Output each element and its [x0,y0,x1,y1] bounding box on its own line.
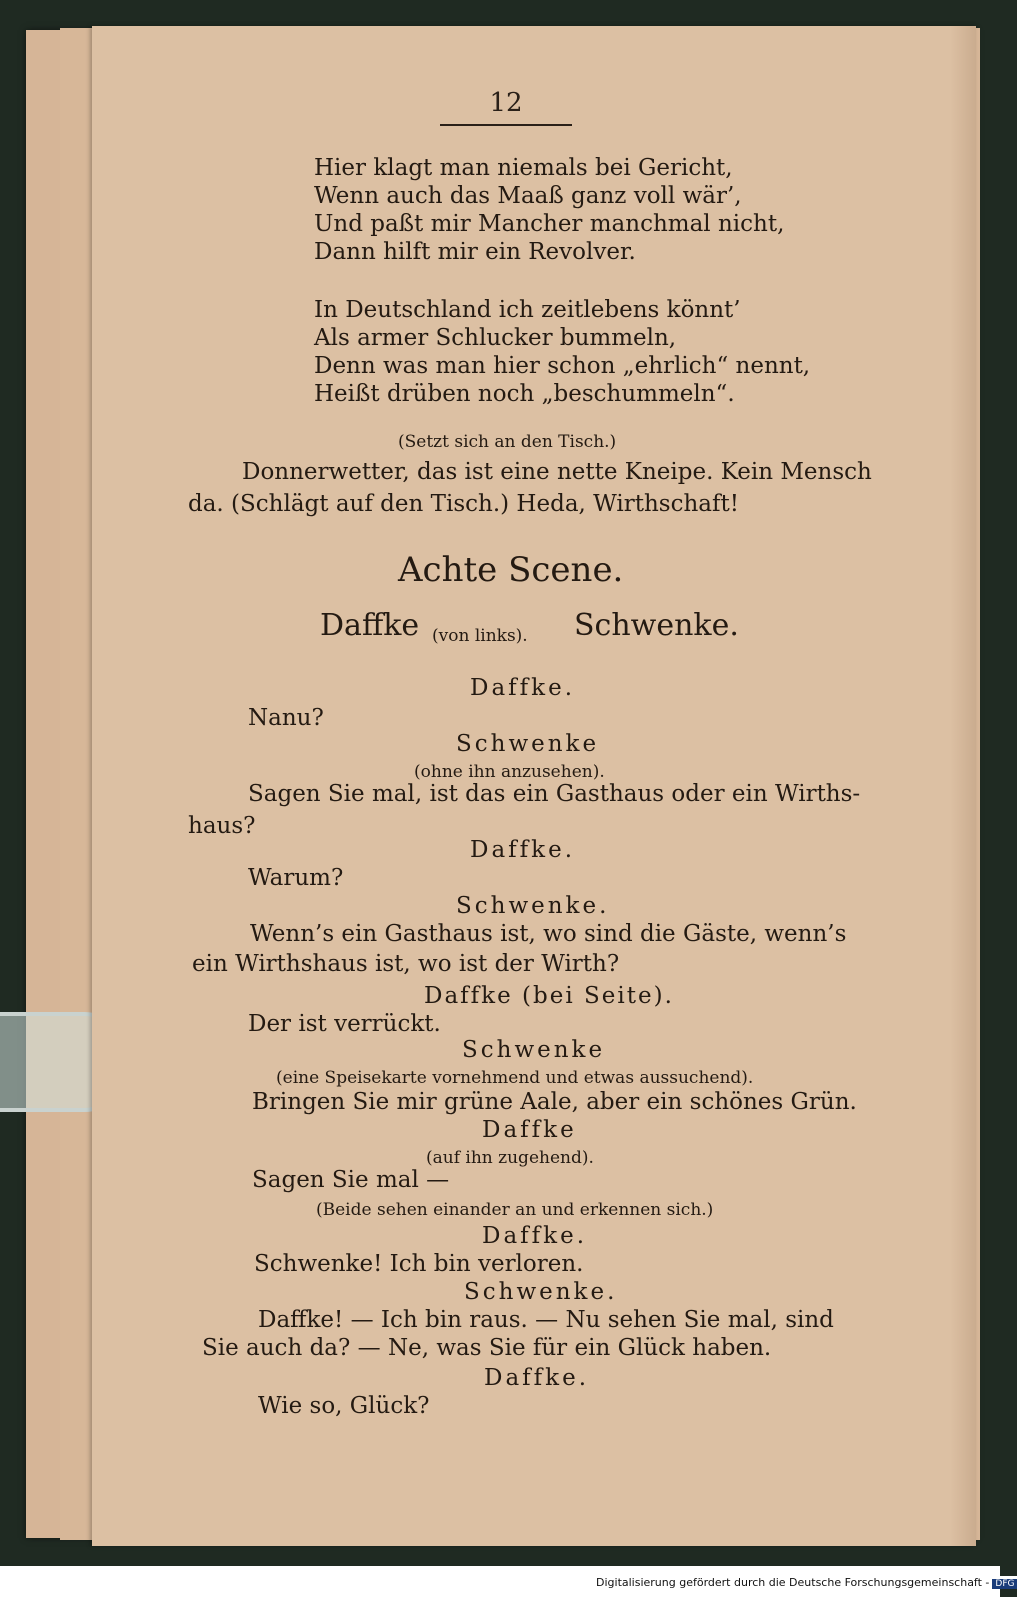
speaker-name: Schwenke [462,1037,606,1063]
verse-line: Dann hilft mir ein Revolver. [314,239,636,265]
verse-line: Und paßt mir Mancher manchmal nicht, [314,211,785,237]
page-number-rule [440,124,572,126]
dialogue-line: Schwenke! Ich bin verloren. [254,1251,584,1277]
verse-line: Hier klagt man niemals bei Gericht, [314,155,733,181]
digitization-credit [596,1576,1017,1589]
stage-direction: (eine Speisekarte vornehmend und etwas aussuchend). [276,1068,754,1088]
speaker-name: Daffke. [482,1223,588,1249]
speaker-name: Schwenke. [456,893,610,919]
stage-direction: (auf ihn zugehend). [426,1148,594,1168]
speaker-name: Daffke [482,1117,577,1143]
verse-line: Als armer Schlucker bummeln, [314,325,677,351]
page-edge [950,26,976,1546]
scene-cast-name: Schwenke. [574,608,739,643]
stage-direction: (Setzt sich an den Tisch.) [398,432,617,452]
verse-line: Denn was man hier schon „ehrlich“ nennt, [314,353,811,379]
scene-cast-note: (von links). [432,626,528,646]
speaker-name: Schwenke. [464,1279,618,1305]
page-number: 12 [489,88,523,118]
dialogue-line: Der ist verrückt. [248,1011,441,1037]
dialogue-line: Sagen Sie mal — [252,1167,450,1193]
speaker-name: Daffke. [484,1365,590,1391]
speaker-name: Daffke (bei Seite). [424,983,674,1009]
dialogue-line: Wenn’s ein Gasthaus ist, wo sind die Gäste, wenn’s [250,921,847,947]
dialogue-line: Sie auch da? — Ne, was Sie für ein Glück haben. [202,1335,772,1361]
dialogue-line: Bringen Sie mir grüne Aale, aber ein schönes Grün. [252,1089,857,1115]
dialogue-line: Sagen Sie mal, ist das ein Gasthaus oder ein Wirths- [248,781,861,807]
stage-direction: (Beide sehen einander an und erkennen sich.) [316,1200,714,1220]
dialogue-line: Wie so, Glück? [258,1393,430,1419]
scene-title: Achte Scene. [398,550,624,590]
stage-direction: (ohne ihn anzusehen). [414,762,605,782]
dialogue-line: Nanu? [248,705,324,731]
dialogue-line: ein Wirthshaus ist, wo ist der Wirth? [192,951,620,977]
dialogue-line: Daffke! — Ich bin raus. — Nu sehen Sie mal, sind [258,1307,834,1333]
speech-line: Donnerwetter, das ist eine nette Kneipe. Kein Mensch [242,459,872,485]
speaker-name: Schwenke [456,731,600,757]
speaker-name: Daffke. [470,837,576,863]
dfg-logo: DFG [992,1579,1017,1589]
verse-line: Heißt drüben noch „beschummeln“. [314,381,735,407]
verse-line: Wenn auch das Maaß ganz voll wär’, [314,183,742,209]
credit-text: Digitalisierung gefördert durch die Deutsche Forschungsgemeinschaft - [596,1576,990,1589]
speaker-name: Daffke. [470,675,576,701]
speech-line: da. (Schlägt auf den Tisch.) Heda, Wirthschaft! [188,491,740,517]
verse-line: In Deutschland ich zeitlebens könnt’ [314,297,741,323]
dialogue-line: Warum? [248,865,344,891]
dialogue-line: haus? [188,813,256,839]
scene-cast-name: Daffke [320,608,420,643]
